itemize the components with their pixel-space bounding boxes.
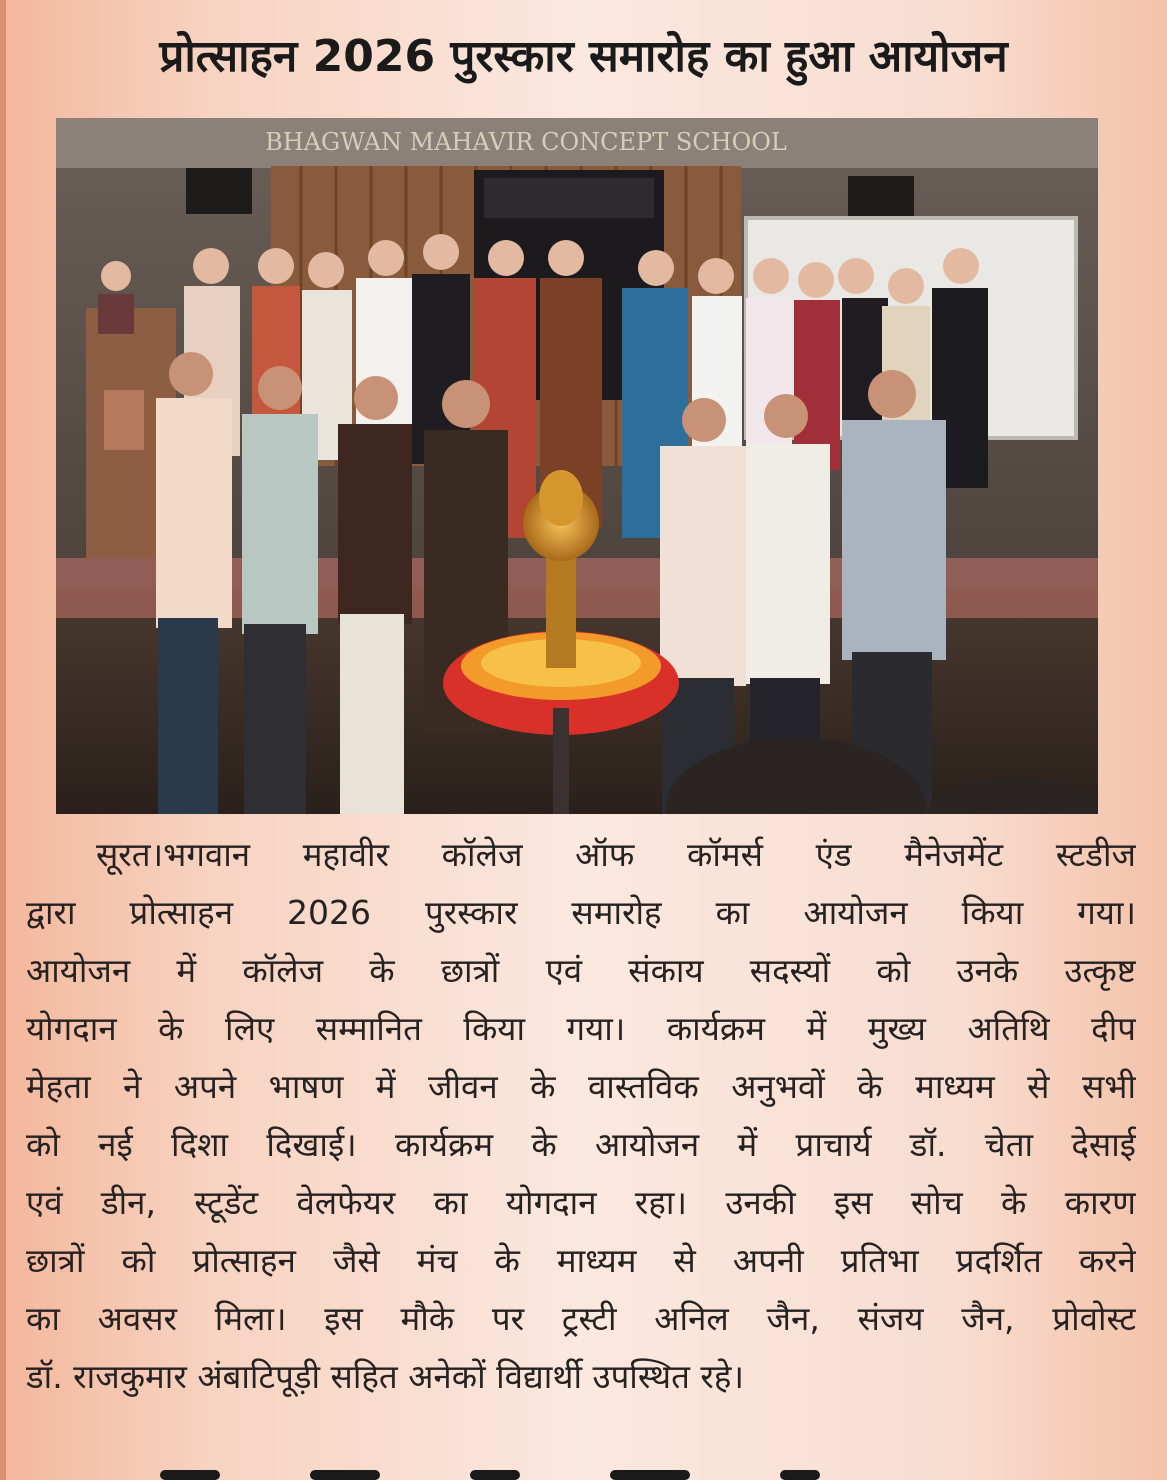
speaker-right xyxy=(848,176,914,220)
speaker-left xyxy=(186,168,252,214)
article-line: का अवसर मिला। इस मौके पर ट्रस्टी अनिल जैन, संजय जैन, प्रोवोस्ट xyxy=(26,1299,1136,1338)
page-edge xyxy=(0,0,6,1480)
article-line: एवं डीन, स्टूडेंट वेलफेयर का योगदान रहा। उनकी इस सोच के कारण xyxy=(26,1183,1136,1222)
article-line: सूरत।भगवान महावीर कॉलेज ऑफ कॉमर्स एंड मैनेजमेंट स्टडीज xyxy=(96,835,1136,874)
headline: प्रोत्साहन 2026 पुरस्कार समारोह का हुआ आयोजन xyxy=(159,31,1008,82)
article-line: आयोजन में कॉलेज के छात्रों एवं संकाय सदस्यों को उनके उत्कृष्ट xyxy=(26,951,1136,990)
article-line: द्वारा प्रोत्साहन 2026 पुरस्कार समारोह का आयोजन किया गया। xyxy=(26,893,1136,932)
next-headline-fragment xyxy=(160,1452,1060,1480)
article-line: डॉ. राजकुमार अंबाटिपूड़ी सहित अनेकों विद्यार्थी उपस्थित रहे। xyxy=(26,1357,744,1396)
banner-text: BHAGWAN MAHAVIR CONCEPT SCHOOL xyxy=(265,128,787,156)
article-line: छात्रों को प्रोत्साहन जैसे मंच के माध्यम से अपनी प्रतिभा प्रदर्शित करने xyxy=(26,1241,1136,1280)
event-photo xyxy=(56,118,1098,814)
article-line: मेहता ने अपने भाषण में जीवन के वास्तविक अनुभवों के माध्यम से सभी xyxy=(26,1067,1136,1106)
article-body xyxy=(26,826,1136,1406)
article-line: योगदान के लिए सम्मानित किया गया। कार्यक्रम में मुख्य अतिथि दीप xyxy=(26,1009,1136,1048)
article-line: को नई दिशा दिखाई। कार्यक्रम के आयोजन में प्राचार्य डॉ. चेता देसाई xyxy=(26,1125,1136,1164)
